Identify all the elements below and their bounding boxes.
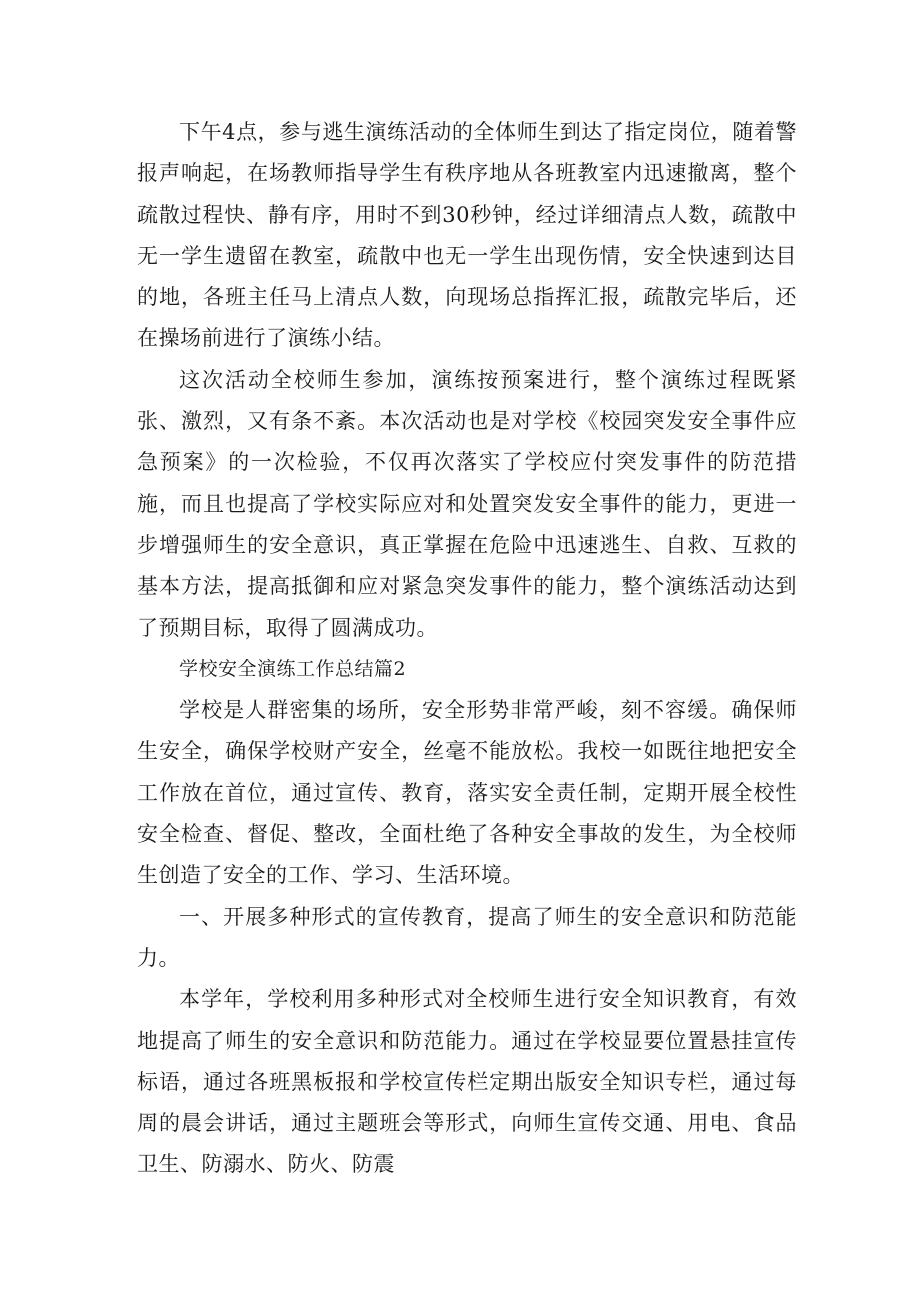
paragraph-evacuation-drill: 下午4点，参与逃生演练活动的全体师生到达了指定岗位，随着警报声响起，在场教师指导学生有秩序地从各班教室内迅速撤离，整个疏散过程快、静有序，用时不到30秒钟，经过详细清点人数，疏散中无一学生遗留在教室，疏散中也无一学生出现伤情，安全快速到达目的地，各班主任马上清点人数，向现场总指挥汇报，疏散完毕后，还在操场前进行了演练小结。 xyxy=(137,120,797,351)
document-body xyxy=(137,112,797,1186)
paragraph-activity-summary: 这次活动全校师生参加，演练按预案进行，整个演练过程既紧张、激烈，又有条不紊。本次活动也是对学校《校园突发安全事件应急预案》的一次检验，不仅再次落实了学校应付突发事件的防范措施，而且也提高了学校实际应对和处置突发安全事件的能力，更进一步增强师生的安全意识，真正掌握在危险中迅速逃生、自救、互救的基本方法，提高抵御和应对紧急突发事件的能力，整个演练活动达到了预期目标，取得了圆满成功。 xyxy=(137,367,797,640)
paragraph-safety-education: 本学年，学校利用多种形式对全校师生进行安全知识教育，有效地提高了师生的安全意识和防范能力。通过在学校显要位置悬挂宣传标语，通过各班黑板报和学校宣传栏定期出版安全知识专栏，通过每周的晨会讲话，通过主题班会等形式，向师生宣传交通、用电、食品卫生、防溺水、防火、防震 xyxy=(137,987,797,1177)
section-heading-part-2: 学校安全演练工作总结篇2 xyxy=(179,657,407,680)
paragraph-point-one: 一、开展多种形式的宣传教育，提高了师生的安全意识和防范能力。 xyxy=(137,904,797,970)
paragraph-school-safety-intro: 学校是人群密集的场所，安全形势非常严峻，刻不容缓。确保师生安全，确保学校财产安全，丝毫不能放松。我校一如既往地把安全工作放在首位，通过宣传、教育，落实安全责任制，定期开展全校性安全检查、督促、整改，全面杜绝了各种安全事故的发生，为全校师生创造了安全的工作、学习、生活环境。 xyxy=(137,698,797,888)
